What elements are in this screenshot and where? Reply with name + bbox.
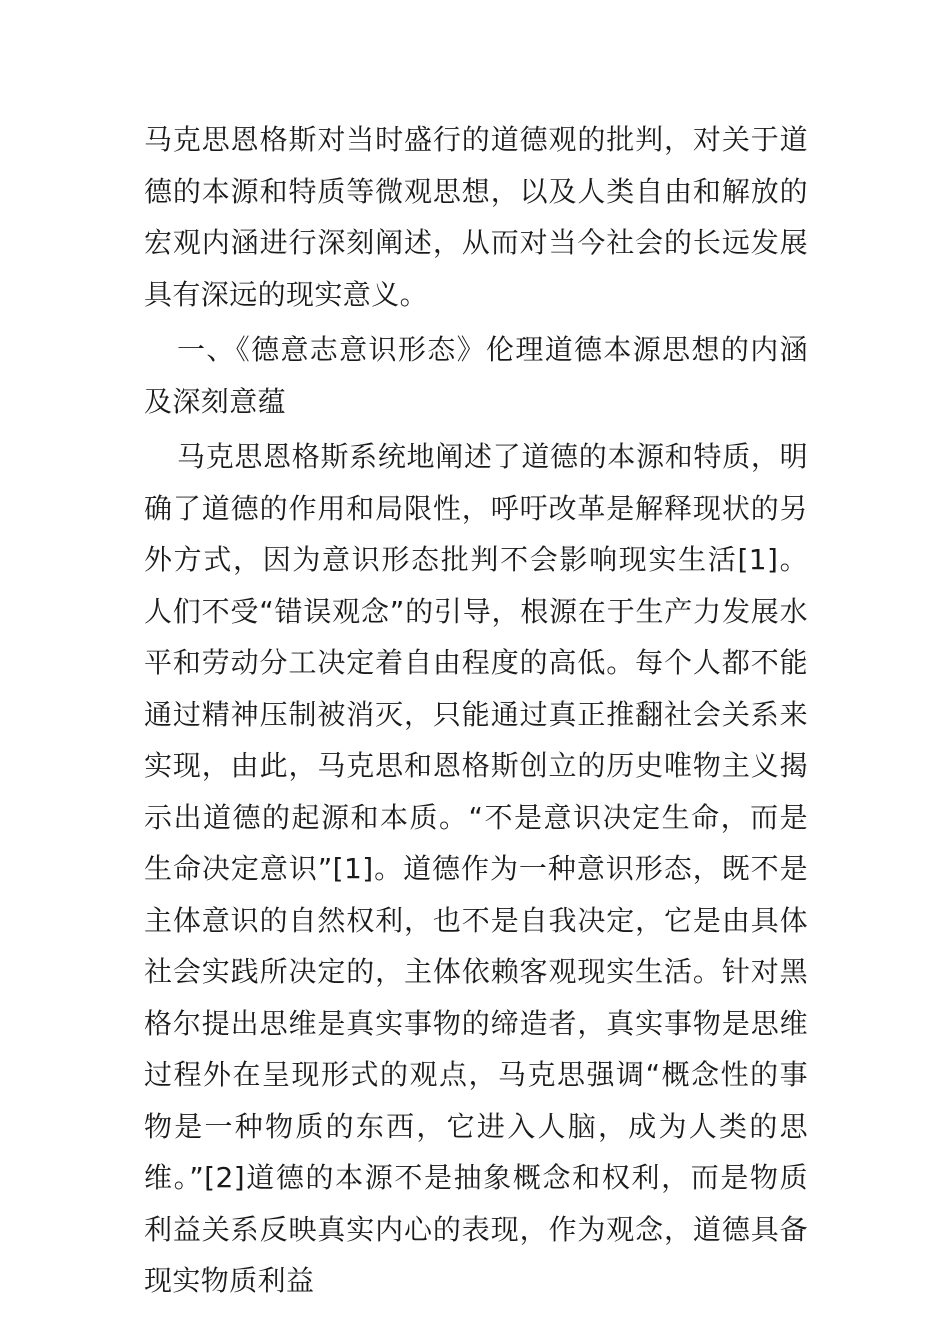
body-paragraph: 马克思恩格斯对当时盛行的道德观的批判，对关于道德的本源和特质等微观思想，以及人类自由和解放的宏观内涵进行深刻阐述，从而对当今社会的长远发展具有深远的现实意义。: [144, 123, 808, 311]
body-paragraph: 马克思恩格斯系统地阐述了道德的本源和特质，明确了道德的作用和局限性，呼吁改革是解释现状的另外方式，因为意识形态批判不会影响现实生活[1]。人们不受“错误观念”的引导，根源在于生产力发展水平和劳动分工决定着自由程度的高低。每个人都不能通过精神压制被消灭，只能通过真正推翻社会关系来实现，由此，马克思和恩格斯创立的历史唯物主义揭示出道德的起源和本质。“不是意识决定生命，而是生命决定意识”[1]。道德作为一种意识形态，既不是主体意识的自然权利，也不是自我决定，它是由具体社会实践所决定的，主体依赖客观现实生活。针对黑格尔提出思维是真实事物的缔造者，真实事物是思维过程外在呈现形式的观点，马克思强调“概念性的事物是一种物质的东西，它进入人脑，成为人类的思维。”[2]道德的本源不是抽象概念和权利，而是物质利益关系反映真实内心的表现，作为观念，道德具备现实物质利益: [144, 440, 808, 1297]
document-body: [144, 114, 808, 1311]
section-heading: 一、《德意志意识形态》伦理道德本源思想的内涵及深刻意蕴: [144, 333, 808, 418]
